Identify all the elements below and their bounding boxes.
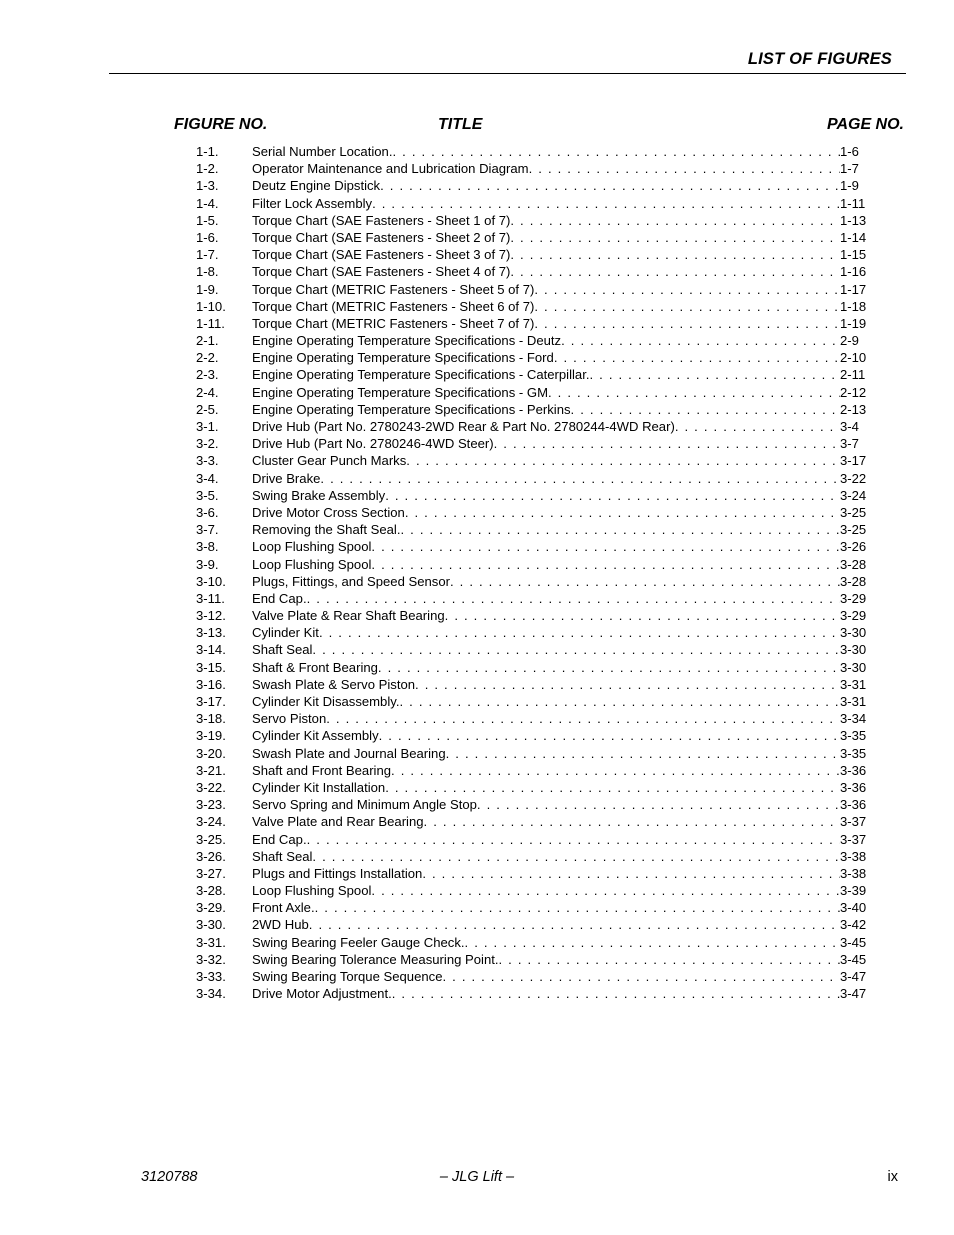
dot-leader <box>445 607 840 624</box>
dot-leader <box>415 676 840 693</box>
figure-title: Drive Motor Cross Section <box>252 504 405 520</box>
dot-leader <box>534 281 840 298</box>
figure-page-number: 1-17 <box>840 281 867 297</box>
dot-leader <box>424 813 840 830</box>
dot-leader <box>510 212 840 229</box>
figure-number: 3-30. <box>196 917 226 933</box>
figure-title: Drive Brake <box>252 470 321 486</box>
figure-entry[interactable] <box>196 607 870 624</box>
figure-entry[interactable] <box>196 401 870 418</box>
figure-number: 1-7. <box>196 247 219 263</box>
figure-number: 3-6. <box>196 504 219 520</box>
figure-entry[interactable] <box>196 951 870 968</box>
figure-entry[interactable] <box>196 487 870 504</box>
figure-entry[interactable] <box>196 727 870 744</box>
figure-title: Loop Flushing Spool <box>252 556 372 572</box>
figure-number: 3-28. <box>196 883 226 899</box>
figure-title: Swing Brake Assembly <box>252 487 386 503</box>
figure-number: 1-11. <box>196 315 225 331</box>
figure-number: 3-15. <box>196 659 226 675</box>
figure-page-number: 3-47 <box>840 986 867 1002</box>
dot-leader <box>385 487 840 504</box>
figure-title: Swing Bearing Torque Sequence <box>252 969 443 984</box>
figure-entry[interactable] <box>196 384 870 401</box>
figure-entry[interactable] <box>196 659 870 676</box>
dot-leader <box>571 401 840 418</box>
figure-number: 3-20. <box>196 745 226 761</box>
figure-entry[interactable] <box>196 968 870 985</box>
figure-page-number: 3-25 <box>840 504 867 520</box>
figure-number: 3-12. <box>196 608 226 624</box>
dot-leader <box>307 831 840 848</box>
figure-page-number: 3-22 <box>840 470 867 486</box>
figure-number: 1-6. <box>196 229 219 245</box>
figure-page-number: 3-29 <box>840 590 867 606</box>
dot-leader <box>561 332 840 349</box>
figure-page-number: 3-7 <box>840 436 859 452</box>
dot-leader <box>442 968 840 985</box>
figure-entry[interactable] <box>196 985 870 1002</box>
figure-title: Drive Motor Adjustment. <box>252 986 392 1002</box>
dot-leader <box>372 195 840 212</box>
figure-title: Engine Operating Temperature Specifications - Ford <box>252 350 554 366</box>
figure-number: 3-11. <box>196 590 225 606</box>
figure-entry[interactable] <box>196 212 870 229</box>
dot-leader <box>309 916 840 933</box>
dot-leader <box>371 538 840 555</box>
figure-number: 2-2. <box>196 350 219 366</box>
figure-page-number: 3-34 <box>840 711 867 727</box>
figure-entry[interactable] <box>196 745 870 762</box>
figure-entry[interactable] <box>196 160 870 177</box>
figure-page-number: 3-24 <box>840 487 867 503</box>
footer-page-number: ix <box>887 1169 898 1185</box>
dot-leader <box>391 762 840 779</box>
figure-number: 1-10. <box>196 298 226 314</box>
figure-page-number: 3-35 <box>840 728 867 744</box>
figure-title: Cylinder Kit Installation <box>252 779 386 795</box>
figure-entry[interactable] <box>196 641 870 658</box>
figure-entry[interactable] <box>196 435 870 452</box>
figure-entry[interactable] <box>196 143 870 160</box>
figure-number: 3-13. <box>196 625 226 641</box>
figure-number: 3-19. <box>196 728 226 744</box>
figure-title: Cylinder Kit <box>252 625 319 641</box>
figure-number: 3-33. <box>196 969 226 984</box>
figure-page-number: 3-30 <box>840 642 867 658</box>
figure-page-number: 2-11 <box>840 367 866 383</box>
figure-number: 3-10. <box>196 573 226 589</box>
dot-leader <box>312 641 840 658</box>
header-rule <box>109 73 906 74</box>
figure-page-number: 3-36 <box>840 762 867 778</box>
figure-title: Servo Spring and Minimum Angle Stop <box>252 797 477 813</box>
figure-number: 3-26. <box>196 848 226 864</box>
figure-page-number: 1-14 <box>840 229 867 245</box>
figure-page-number: 3-31 <box>840 676 867 692</box>
figure-entry[interactable] <box>196 624 870 641</box>
figure-entry[interactable] <box>196 762 870 779</box>
figure-title: Valve Plate and Rear Bearing <box>252 814 424 830</box>
figure-number: 2-5. <box>196 401 219 417</box>
figure-title: Torque Chart (METRIC Fasteners - Sheet 6 of 7) <box>252 298 535 314</box>
figure-title: Engine Operating Temperature Specifications - Perkins <box>252 401 571 417</box>
footer-doc-number: 3120788 <box>141 1169 198 1185</box>
dot-leader <box>446 745 840 762</box>
figure-number: 1-9. <box>196 281 219 297</box>
dot-leader <box>510 263 840 280</box>
dot-leader <box>510 229 840 246</box>
dot-leader <box>326 710 840 727</box>
column-heading-title: TITLE <box>438 116 483 133</box>
figure-page-number: 3-39 <box>840 883 867 899</box>
footer-center-text: – JLG Lift – <box>439 1169 515 1185</box>
column-heading-page-no: PAGE NO. <box>826 116 904 133</box>
figure-entry[interactable] <box>196 470 870 487</box>
dot-leader <box>465 934 840 951</box>
figure-entry[interactable] <box>196 796 870 813</box>
dot-leader <box>534 298 840 315</box>
figure-page-number: 3-36 <box>840 779 867 795</box>
figure-number: 2-1. <box>196 333 219 349</box>
figure-entry[interactable] <box>196 556 870 573</box>
dot-leader <box>450 573 840 590</box>
figure-entry[interactable] <box>196 332 870 349</box>
figure-entry[interactable] <box>196 848 870 865</box>
figure-entry[interactable] <box>196 195 870 212</box>
dot-leader <box>529 160 840 177</box>
figure-page-number: 3-30 <box>840 659 867 675</box>
figure-title: Removing the Shaft Seal. <box>252 522 401 538</box>
figure-title: Swash Plate & Servo Piston <box>252 676 416 692</box>
figure-title: Torque Chart (SAE Fasteners - Sheet 4 of 7) <box>252 264 511 280</box>
figure-page-number: 3-17 <box>840 453 867 469</box>
figure-page-number: 1-19 <box>840 315 867 331</box>
figure-entry[interactable] <box>196 899 870 916</box>
figure-page-number: 3-26 <box>840 539 867 555</box>
figure-entry[interactable] <box>196 573 870 590</box>
figure-entry[interactable] <box>196 349 870 366</box>
figure-title: End Cap. <box>252 831 307 847</box>
figure-number: 3-31. <box>196 934 226 950</box>
dot-leader <box>371 556 840 573</box>
figure-title: Swash Plate and Journal Bearing <box>252 745 446 761</box>
figure-number: 1-8. <box>196 264 219 280</box>
figure-title: Torque Chart (METRIC Fasteners - Sheet 7 of 7) <box>252 315 535 331</box>
figure-title: Drive Hub (Part No. 2780243-2WD Rear & Part No. 2780244-4WD Rear) <box>252 419 675 434</box>
dot-leader <box>589 366 840 383</box>
figure-page-number: 3-35 <box>840 745 867 761</box>
figure-entry[interactable] <box>196 590 870 607</box>
figure-number: 2-3. <box>196 367 219 383</box>
figure-entry[interactable] <box>196 934 870 951</box>
figure-title: Front Axle. <box>252 900 315 916</box>
dot-leader <box>499 951 841 968</box>
figure-entry[interactable] <box>196 177 870 194</box>
figure-entry[interactable] <box>196 882 870 899</box>
dot-leader <box>380 177 840 194</box>
figure-page-number: 3-30 <box>840 625 867 641</box>
figure-page-number: 3-37 <box>840 814 867 830</box>
figure-page-number: 1-6 <box>840 144 859 159</box>
figure-title: Engine Operating Temperature Specifications - GM <box>252 384 548 400</box>
figure-number: 2-4. <box>196 384 219 400</box>
figure-title: Shaft Seal <box>252 848 313 864</box>
figure-entry[interactable] <box>196 710 870 727</box>
figure-entry[interactable] <box>196 452 870 469</box>
figure-entry[interactable] <box>196 263 870 280</box>
figure-page-number: 3-38 <box>840 848 867 864</box>
figure-number: 3-9. <box>196 556 219 572</box>
figure-title: Swing Bearing Feeler Gauge Check. <box>252 934 465 950</box>
figure-title: Shaft & Front Bearing <box>252 659 378 675</box>
figure-list <box>196 143 870 1002</box>
figure-page-number: 2-10 <box>840 350 867 366</box>
figure-entry[interactable] <box>196 281 870 298</box>
figure-title: Loop Flushing Spool <box>252 883 372 899</box>
figure-page-number: 1-16 <box>840 264 867 280</box>
figure-entry[interactable] <box>196 831 870 848</box>
dot-leader <box>405 504 840 521</box>
figure-title: Valve Plate & Rear Shaft Bearing <box>252 608 445 624</box>
figure-title: Torque Chart (SAE Fasteners - Sheet 3 of 7) <box>252 247 511 263</box>
figure-title: Drive Hub (Part No. 2780246-4WD Steer) <box>252 436 494 452</box>
figure-entry[interactable] <box>196 865 870 882</box>
figure-entry[interactable] <box>196 418 870 435</box>
figure-entry[interactable] <box>196 521 870 538</box>
figure-page-number: 3-45 <box>840 951 867 967</box>
dot-leader <box>315 899 840 916</box>
figure-entry[interactable] <box>196 676 870 693</box>
figure-page-number: 3-31 <box>840 694 867 709</box>
figure-title: Cylinder Kit Disassembly. <box>252 694 400 709</box>
figure-page-number: 1-13 <box>840 212 867 228</box>
figure-number: 3-21. <box>196 762 226 778</box>
figure-number: 3-24. <box>196 814 226 830</box>
figure-number: 3-32. <box>196 951 226 967</box>
figure-page-number: 3-40 <box>840 900 867 916</box>
dot-leader <box>320 470 840 487</box>
figure-number: 3-27. <box>196 865 226 881</box>
dot-leader <box>392 143 840 160</box>
figure-number: 3-18. <box>196 711 226 727</box>
dot-leader <box>494 435 840 452</box>
figure-entry[interactable] <box>196 298 870 315</box>
figure-number: 3-16. <box>196 676 226 692</box>
figure-number: 3-7. <box>196 522 219 538</box>
dot-leader <box>406 452 840 469</box>
column-heading-figure-no: FIGURE NO. <box>174 116 268 133</box>
dot-leader <box>477 796 840 813</box>
figure-number: 3-8. <box>196 539 219 555</box>
figure-title: 2WD Hub <box>252 917 309 933</box>
figure-page-number: 3-37 <box>840 831 867 847</box>
dot-leader <box>534 315 840 332</box>
figure-entry[interactable] <box>196 366 870 383</box>
figure-number: 3-2. <box>196 436 219 452</box>
figure-entry[interactable] <box>196 538 870 555</box>
figure-entry[interactable] <box>196 693 870 710</box>
figure-entry[interactable] <box>196 779 870 796</box>
figure-title: Swing Bearing Tolerance Measuring Point. <box>252 951 499 967</box>
figure-page-number: 1-15 <box>840 247 867 263</box>
figure-number: 3-22. <box>196 779 226 795</box>
dot-leader <box>392 985 840 1002</box>
figure-entry[interactable] <box>196 315 870 332</box>
figure-page-number: 3-28 <box>840 573 867 589</box>
figure-entry[interactable] <box>196 229 870 246</box>
dot-leader <box>554 349 840 366</box>
figure-entry[interactable] <box>196 504 870 521</box>
dot-leader <box>548 384 840 401</box>
figure-page-number: 3-29 <box>840 608 867 624</box>
figure-number: 3-34. <box>196 986 226 1002</box>
figure-title: Deutz Engine Dipstick <box>252 178 381 194</box>
figure-title: Engine Operating Temperature Specifications - Deutz <box>252 333 562 349</box>
figure-title: Servo Piston <box>252 711 327 727</box>
figure-page-number: 2-9 <box>840 333 859 349</box>
figure-title: Engine Operating Temperature Specifications - Caterpillar. <box>252 367 590 383</box>
figure-page-number: 3-47 <box>840 969 867 984</box>
figure-number: 3-3. <box>196 453 219 469</box>
figure-title: Plugs, Fittings, and Speed Sensor <box>252 573 450 589</box>
figure-title: Cluster Gear Punch Marks <box>252 453 407 469</box>
figure-title: Cylinder Kit Assembly <box>252 728 379 744</box>
dot-leader <box>371 882 840 899</box>
figure-number: 3-5. <box>196 487 219 503</box>
figure-number: 3-25. <box>196 831 226 847</box>
figure-number: 1-5. <box>196 212 219 228</box>
figure-page-number: 1-9 <box>840 178 859 194</box>
figure-page-number: 3-25 <box>840 522 867 538</box>
figure-title: Operator Maintenance and Lubrication Diagram <box>252 161 529 177</box>
figure-page-number: 3-45 <box>840 934 867 950</box>
figure-number: 3-14. <box>196 642 226 658</box>
dot-leader <box>319 624 840 641</box>
figure-page-number: 3-4 <box>840 419 859 434</box>
figure-title: Filter Lock Assembly <box>252 195 373 211</box>
figure-number: 3-17. <box>196 694 226 709</box>
figure-page-number: 1-11 <box>840 195 866 211</box>
figure-number: 3-23. <box>196 797 226 813</box>
figure-entry[interactable] <box>196 246 870 263</box>
figure-entry[interactable] <box>196 813 870 830</box>
dot-leader <box>422 865 840 882</box>
figure-number: 3-4. <box>196 470 219 486</box>
page-header-title: LIST OF FIGURES <box>747 50 892 68</box>
dot-leader <box>400 521 840 538</box>
figure-page-number: 3-38 <box>840 865 867 881</box>
figure-number: 1-2. <box>196 161 219 177</box>
dot-leader <box>312 848 840 865</box>
figure-page-number: 3-36 <box>840 797 867 813</box>
figure-title: Shaft Seal <box>252 642 313 658</box>
figure-page-number: 1-7 <box>840 161 859 177</box>
figure-page-number: 3-28 <box>840 556 867 572</box>
figure-title: End Cap. <box>252 590 307 606</box>
figure-page-number: 1-18 <box>840 298 867 314</box>
figure-title: Torque Chart (SAE Fasteners - Sheet 1 of 7) <box>252 212 511 228</box>
figure-number: 1-4. <box>196 195 219 211</box>
figure-title: Loop Flushing Spool <box>252 539 372 555</box>
figure-page-number: 2-12 <box>840 384 867 400</box>
dot-leader <box>379 727 840 744</box>
dot-leader <box>385 779 840 796</box>
figure-number: 1-1. <box>196 144 219 159</box>
dot-leader <box>307 590 840 607</box>
figure-number: 1-3. <box>196 178 219 194</box>
figure-title: Torque Chart (SAE Fasteners - Sheet 2 of 7) <box>252 229 511 245</box>
dot-leader <box>378 659 840 676</box>
dot-leader <box>399 693 840 710</box>
figure-page-number: 2-13 <box>840 401 867 417</box>
figure-entry[interactable] <box>196 916 870 933</box>
figure-title: Shaft and Front Bearing <box>252 762 392 778</box>
dot-leader <box>510 246 840 263</box>
figure-title: Serial Number Location. <box>252 144 393 159</box>
figure-number: 3-1. <box>196 419 219 434</box>
figure-title: Torque Chart (METRIC Fasteners - Sheet 5 of 7) <box>252 281 535 297</box>
figure-page-number: 3-42 <box>840 917 867 933</box>
figure-number: 3-29. <box>196 900 226 916</box>
dot-leader <box>675 418 840 435</box>
figure-title: Plugs and Fittings Installation <box>252 865 423 881</box>
